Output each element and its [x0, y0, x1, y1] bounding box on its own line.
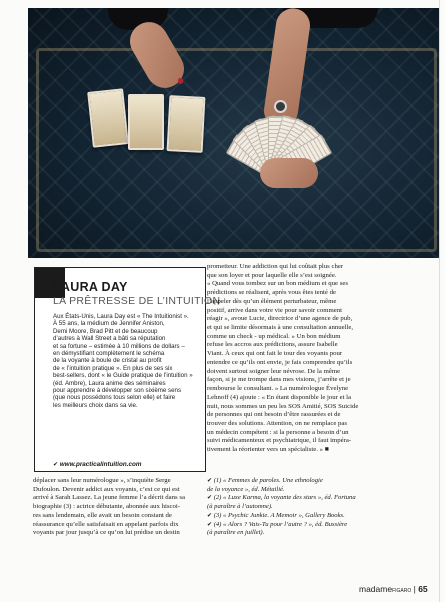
text-line: Viant. À ceux qui ont fait le tour des voyants pour — [207, 350, 343, 358]
text-line: entendre ce qu’ils ont envie, je fais comprendre qu’ils — [207, 358, 353, 366]
text-line: biographie (3) : actrice débutante, abonnée aux hiscoi- — [33, 503, 180, 511]
reference-text: de la voyance », éd. Métailié. — [207, 485, 285, 493]
checkmark-icon: ✔ — [207, 494, 213, 502]
sidebar-line: d’autres à Wall Street a bâti sa réputation — [53, 335, 166, 343]
text-line: suivi médicamenteux et psychiatrique, il faut impéra- — [207, 437, 352, 445]
text-line: et qui se limite désormais à une consultation annuelle, — [207, 324, 354, 332]
hand-holding-deck — [260, 158, 318, 188]
checkmark-icon: ✔ — [207, 477, 213, 484]
tarot-card-3 — [167, 95, 206, 153]
text-line: façon, si je me trompe dans mes visions, j’arrête et je — [207, 376, 351, 384]
website-link[interactable] — [53, 461, 141, 468]
reference-item — [207, 477, 417, 486]
magazine-name: madame — [359, 584, 393, 594]
text-line: de personnes qui ont besoin d’être rassurées et de — [207, 411, 341, 419]
sidebar-line: Demi Moore, Brad Pitt et de beaucoup — [53, 327, 158, 335]
tarot-card-1 — [87, 88, 129, 147]
text-line: doivent surtout soigner leur névrose. De la même — [207, 367, 341, 375]
reference-item — [207, 512, 417, 521]
reference-item — [207, 521, 417, 530]
text-line: déplacer sans leur numérologue », s’inquiète Serge — [33, 477, 171, 484]
reference-text: (3) « Psychic Junkie. A Memoir », Gallery Books. — [213, 511, 345, 519]
sidebar-line: best-sellers, dont « le Guide pratique de l’intuition » — [53, 372, 193, 380]
text-line: prometteur. Une addiction qui lui coûtait plus cher — [207, 263, 344, 270]
sidebar-title: LAURA DAY — [53, 280, 128, 294]
article-right-column — [207, 263, 417, 455]
text-line: un médecin compétent : si la personne a besoin d’un — [207, 428, 349, 436]
text-line: tivement la réorienter vers un spécialiste. » ■ — [207, 446, 329, 454]
reference-text: (à paraître en juillet). — [207, 529, 265, 537]
sidebar-line: de la voyante à boule de cristal au profit — [53, 357, 162, 365]
text-line: refuse les accros aux prédictions, assure Isabelle — [207, 341, 338, 349]
text-line: voyants par jour jusqu’à ce qu’on lui prédise un destin — [33, 529, 180, 537]
text-line: rembourse le consultant. » La numérologue Évelyne — [207, 385, 349, 393]
text-line: trouver des solutions. Attention, on ne remplace pas — [207, 419, 348, 427]
reference-text: (4) « Alors ? Vais-Tu pour l’autre ? », éd. Bussière — [213, 520, 348, 528]
text-line: que son loyer et pour laquelle elle s’est soignée. — [207, 271, 337, 279]
sidebar-line: et sa fortune – estimée à 10 millions de dollars – — [53, 342, 185, 350]
references-list — [207, 477, 417, 538]
reference-item — [207, 503, 417, 512]
text-line: prédictions se réalisent, après vous êtes tenté de — [207, 289, 336, 297]
website-link-text[interactable]: www.practicalintuition.com — [59, 461, 142, 468]
sidebar-line: de « l’intuition pratique ». En plus de ses six — [53, 364, 173, 372]
sidebar-line: (que nous possédons tous selon elle) et faire — [53, 394, 176, 402]
sidebar-line: Aux États-Unis, Laura Day est « The Intuitionist ». — [53, 313, 189, 320]
sidebar-box — [34, 267, 221, 472]
reference-item — [207, 529, 417, 538]
text-line: nuit, nous sommes un peu les SOS Amitié, SOS Suicide — [207, 402, 359, 410]
nail-left — [178, 78, 183, 84]
checkmark-icon: ✔ — [207, 511, 213, 519]
magazine-issue: FIGARO — [392, 588, 412, 594]
sidebar-line: les meilleurs choix dans sa vie. — [53, 401, 138, 409]
page-folio: madameFIGARO | 65 — [359, 584, 428, 594]
page-edge — [439, 0, 440, 602]
text-line: réassurance qu’elle satisfaisait en appelant parfois dix — [33, 520, 179, 528]
text-line: arrivé à Sarah Lassez. La jeune femme l’a décrit dans sa — [33, 494, 185, 502]
ring — [274, 100, 287, 113]
tarot-reading-photo — [28, 8, 439, 258]
reference-text: (à paraître à l’automne). — [207, 503, 273, 511]
text-line: l’appeler dès qu’un élément perturbateur, même — [207, 297, 337, 305]
page-number: 65 — [418, 584, 428, 594]
sidebar-line: À 55 ans, la médium de Jennifer Aniston, — [53, 320, 165, 328]
sidebar-line: (éd. Ambre), Laura anime des séminaires — [53, 379, 166, 387]
text-line: Lehnoff (4) ajoute : « En étant disponible le jour et la — [207, 393, 352, 401]
text-line: Dufoulon. Devenir addict aux voyants, c’est ce qui est — [33, 485, 180, 493]
text-line: positif, arrive dans votre vie pour savoir comment — [207, 306, 342, 314]
checkmark-icon: ✔ — [207, 520, 213, 528]
sidebar-line: pour apprendre à développer son sixième sens — [53, 387, 182, 395]
tarot-card-2 — [128, 94, 164, 150]
text-line: comme un check - up médical. » Un bon médium — [207, 332, 341, 340]
text-line: réagir », avoue Lucie, directrice d’une agence de pub, — [207, 315, 353, 323]
sidebar-line: en démystifiant complètement le schéma — [53, 350, 165, 358]
sidebar-subtitle: LA PRÊTRESSE DE L’INTUITION — [53, 295, 221, 307]
checkmark-icon: ✔ — [53, 461, 59, 468]
reference-text: (2) « Luxe Karma, la voyante des stars », éd. Fortuna — [213, 494, 356, 502]
article-left-column — [33, 477, 208, 538]
text-line: « Quand vous tombez sur un bon médium et que ses — [207, 280, 348, 288]
reference-item — [207, 486, 417, 495]
sidebar-body — [53, 313, 205, 409]
text-line: res sans lendemain, elle avait un besoin constant de — [33, 511, 172, 519]
reference-text: (1) « Femmes de paroles. Une ethnologie — [213, 477, 323, 484]
reference-item — [207, 494, 417, 503]
